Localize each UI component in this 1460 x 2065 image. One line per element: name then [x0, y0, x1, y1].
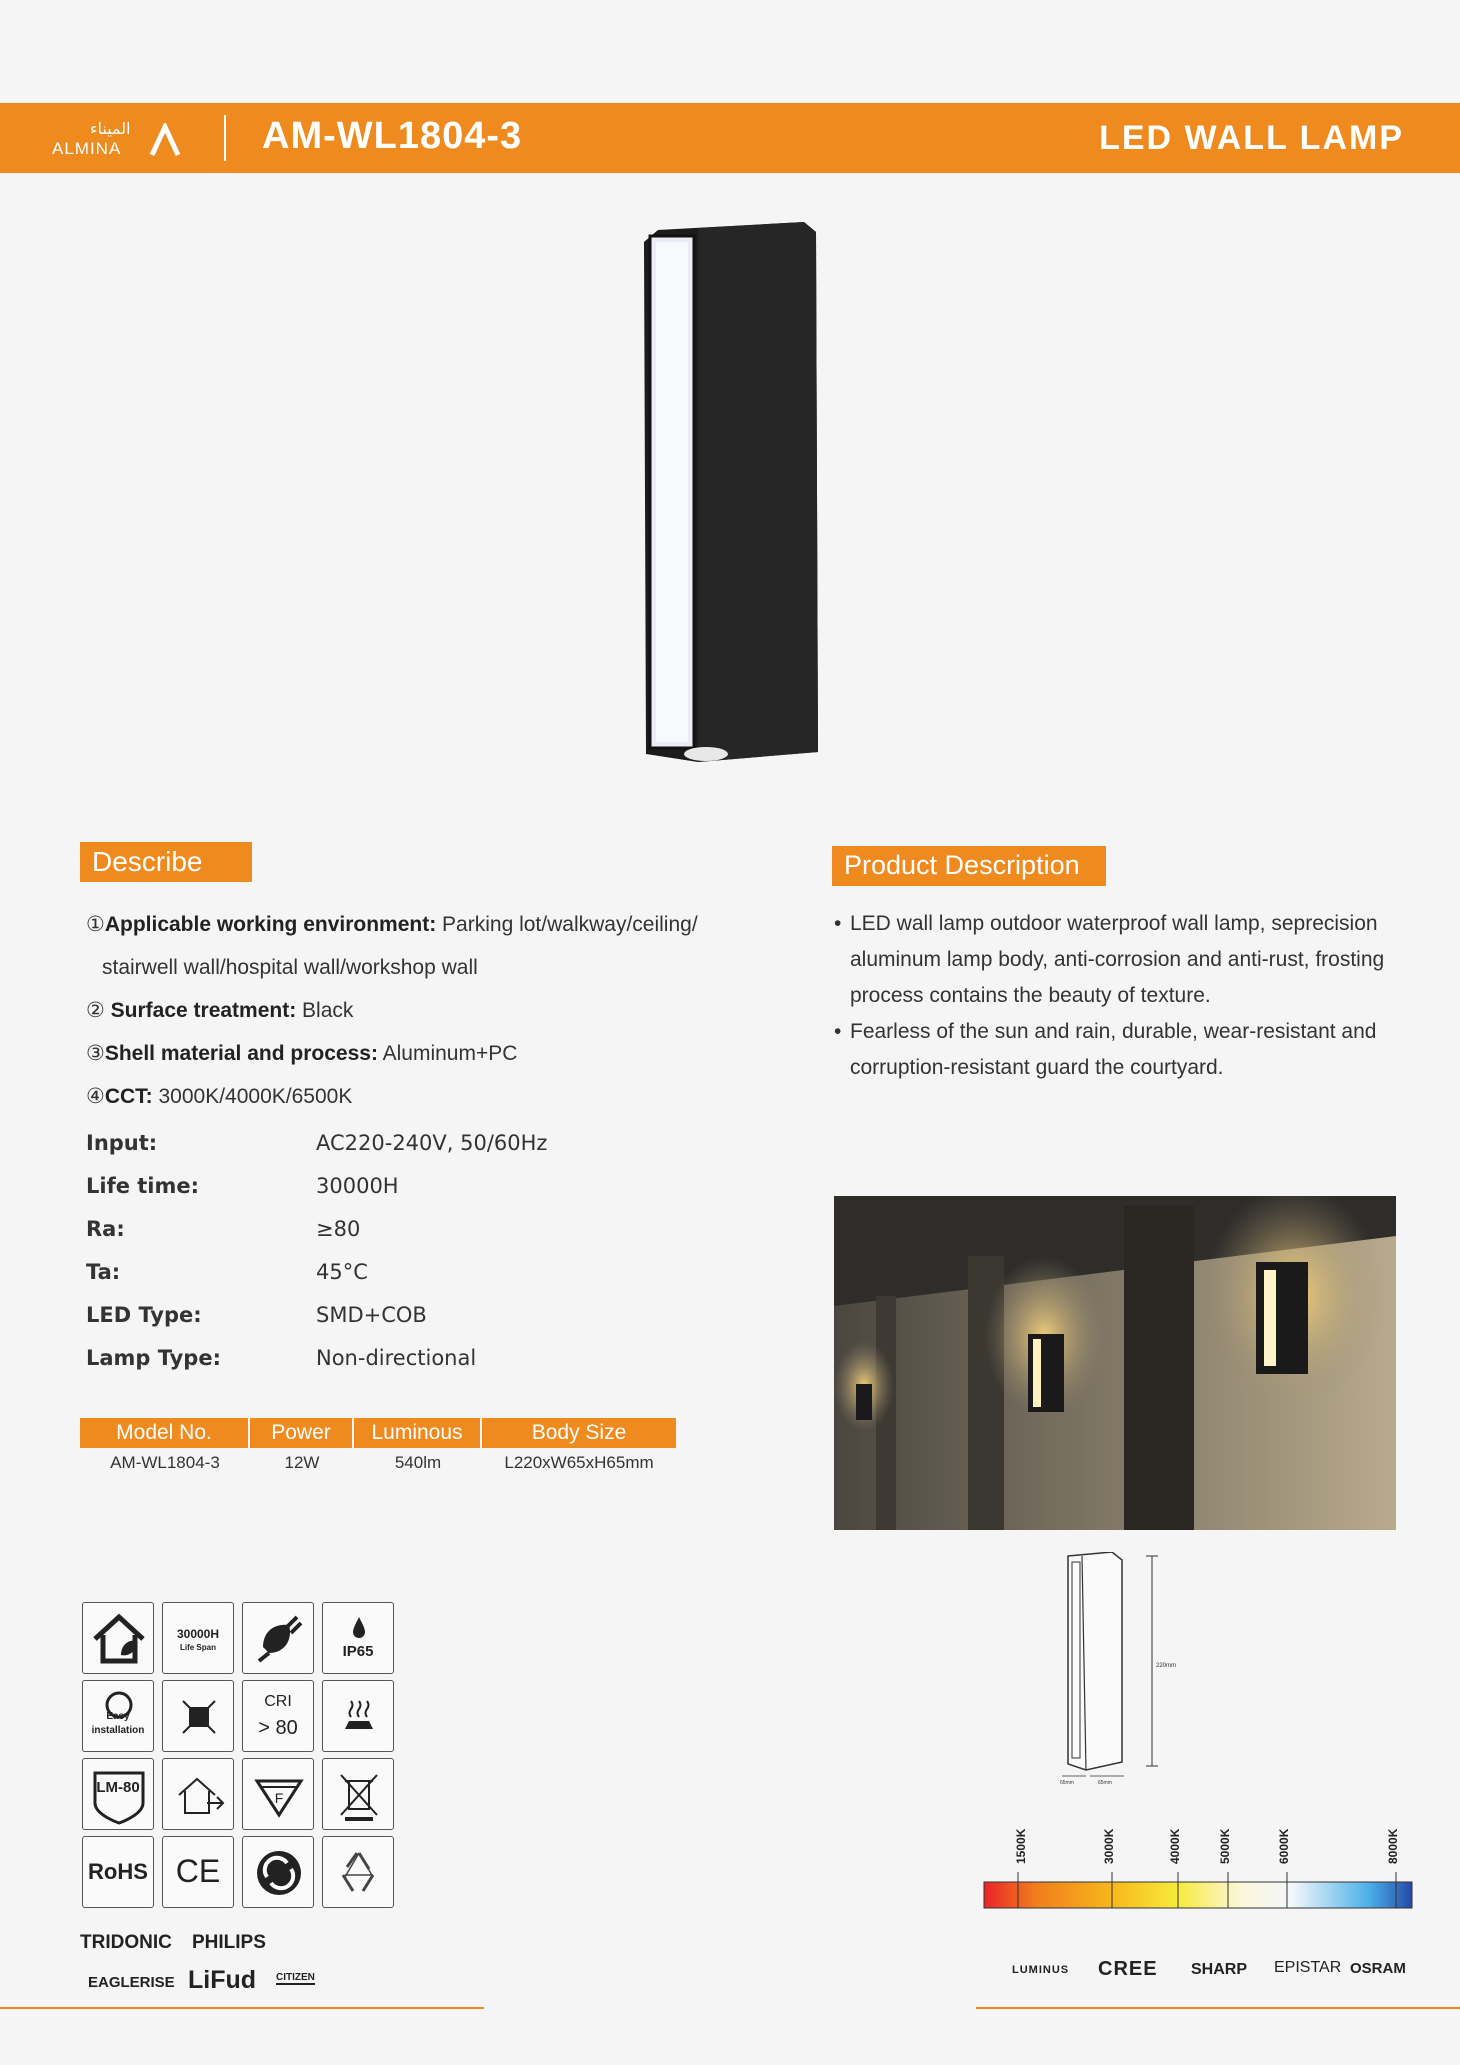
spec-row: LED Type: SMD+COB	[86, 1303, 427, 1327]
footer-line-left	[0, 2007, 484, 2009]
spec-row: Ra: ≥80	[86, 1217, 361, 1241]
svg-text:F: F	[274, 1790, 284, 1806]
cell-model: AM-WL1804-3	[110, 1453, 220, 1472]
describe-item: ② Surface treatment: Black	[86, 999, 354, 1022]
green-dot-icon	[242, 1836, 314, 1908]
component-brands-right	[982, 1958, 1412, 1988]
home-eco-icon	[82, 1602, 154, 1674]
epistar-logo: EPISTAR	[1274, 1959, 1342, 1976]
col-model: Model No.	[80, 1418, 250, 1448]
logo-text: ALMINA	[52, 139, 122, 158]
lm80-icon: LM-80	[82, 1758, 154, 1830]
cell-body-size: L220xW65xH65mm	[504, 1453, 654, 1472]
easy-installation-icon: Easy installation	[82, 1680, 154, 1752]
philips-logo: PHILIPS	[192, 1932, 266, 1953]
weee-bin-icon	[322, 1758, 394, 1830]
model-table	[80, 1418, 676, 1478]
ip65-icon: IP65	[322, 1602, 394, 1674]
describe-item: ④CCT: 3000K/4000K/6500K	[86, 1085, 353, 1108]
cct-tick-label: 5000K	[1218, 1828, 1232, 1864]
spec-row: Input: AC220-240V, 50/60Hz	[86, 1131, 548, 1155]
dim-height: 220mm	[1156, 1663, 1177, 1669]
tridonic-logo: TRIDONIC	[80, 1932, 172, 1953]
component-brands-left	[80, 1932, 380, 2002]
lifespan-value: 30000H	[176, 1627, 220, 1641]
category-title: LED WALL LAMP	[1099, 119, 1404, 157]
footer-line-right	[976, 2007, 1460, 2009]
product-description-list	[834, 906, 1434, 1086]
dimension-drawing	[1052, 1552, 1202, 1786]
cct-tick-label: 1500K	[1014, 1828, 1028, 1864]
cct-scale	[982, 1820, 1414, 1912]
cell-luminous: 540lm	[394, 1453, 442, 1472]
cct-tick-label: 3000K	[1102, 1828, 1116, 1864]
brand-logo	[52, 117, 192, 161]
spec-row: Lamp Type: Non-directional	[86, 1346, 477, 1370]
lifud-logo: LiFud	[188, 1966, 257, 1994]
cree-logo: CREE	[1098, 1958, 1158, 1980]
indoor-use-icon	[162, 1758, 234, 1830]
installation-scene-image	[834, 1196, 1396, 1530]
spec-row: Life time: 30000H	[86, 1174, 399, 1198]
cct-tick-label: 4000K	[1168, 1828, 1182, 1864]
luminus-logo: LUMINUS	[1012, 1964, 1070, 1976]
col-luminous: Luminous	[354, 1418, 482, 1448]
product-image	[636, 222, 826, 767]
table-row	[80, 1448, 676, 1478]
cell-power: 12W	[284, 1453, 320, 1472]
describe-item: stairwell wall/hospital wall/workshop wall	[102, 956, 478, 979]
describe-item: ③Shell material and process: Aluminum+PC	[86, 1042, 518, 1065]
logo-a-icon	[148, 123, 182, 157]
describe-list	[86, 903, 786, 1118]
describe-item: ①Applicable working environment: Parking lot/walkway/ceiling/	[86, 913, 698, 936]
f-mark-icon	[242, 1758, 314, 1830]
col-body-size: Body Size	[531, 1421, 627, 1444]
sharp-logo: SHARP	[1191, 1961, 1248, 1978]
light-module-icon	[162, 1680, 234, 1752]
lifespan-icon	[162, 1602, 234, 1674]
describe-title: Describe	[80, 842, 252, 882]
description-bullet: • LED wall lamp outdoor waterproof wall lamp, seprecision aluminum lamp body, anti-corrosion and anti-rust, frosting process contains the beauty of texture.	[834, 906, 1434, 1014]
osram-logo: OSRAM	[1350, 1960, 1406, 1977]
model-title: AM-WL1804-3	[262, 115, 523, 157]
spec-list	[86, 1122, 646, 1380]
spec-row: Ta: 45°C	[86, 1260, 368, 1284]
eco-plug-icon	[242, 1602, 314, 1674]
cct-tick-label: 6000K	[1277, 1828, 1291, 1864]
citizen-logo: CITIZEN	[276, 1972, 315, 1983]
header-bar	[0, 103, 1460, 173]
lifespan-label: Life Span	[179, 1643, 216, 1652]
cct-tick-label: 8000K	[1386, 1828, 1400, 1864]
rohs-icon: RoHS	[82, 1836, 154, 1908]
col-power: Power	[250, 1418, 354, 1448]
product-description-title: Product Description	[832, 846, 1106, 886]
heat-dissipation-icon	[322, 1680, 394, 1752]
logo-arabic: الميناء	[90, 119, 131, 138]
header-divider	[224, 115, 226, 161]
cri-icon: CRI > 80	[242, 1680, 314, 1752]
description-bullet: • Fearless of the sun and rain, durable, wear-resistant and corruption-resistant guard the courtyard.	[834, 1014, 1434, 1086]
cct-gradient-bar	[982, 1872, 1414, 1912]
dim-width-2: 65mm	[1098, 1780, 1112, 1786]
model-table-header	[80, 1418, 676, 1448]
dim-width-1: 65mm	[1060, 1780, 1074, 1786]
eaglerise-logo: EAGLERISE	[88, 1974, 175, 1991]
recycle-icon	[322, 1836, 394, 1908]
ce-icon: CE	[162, 1836, 234, 1908]
